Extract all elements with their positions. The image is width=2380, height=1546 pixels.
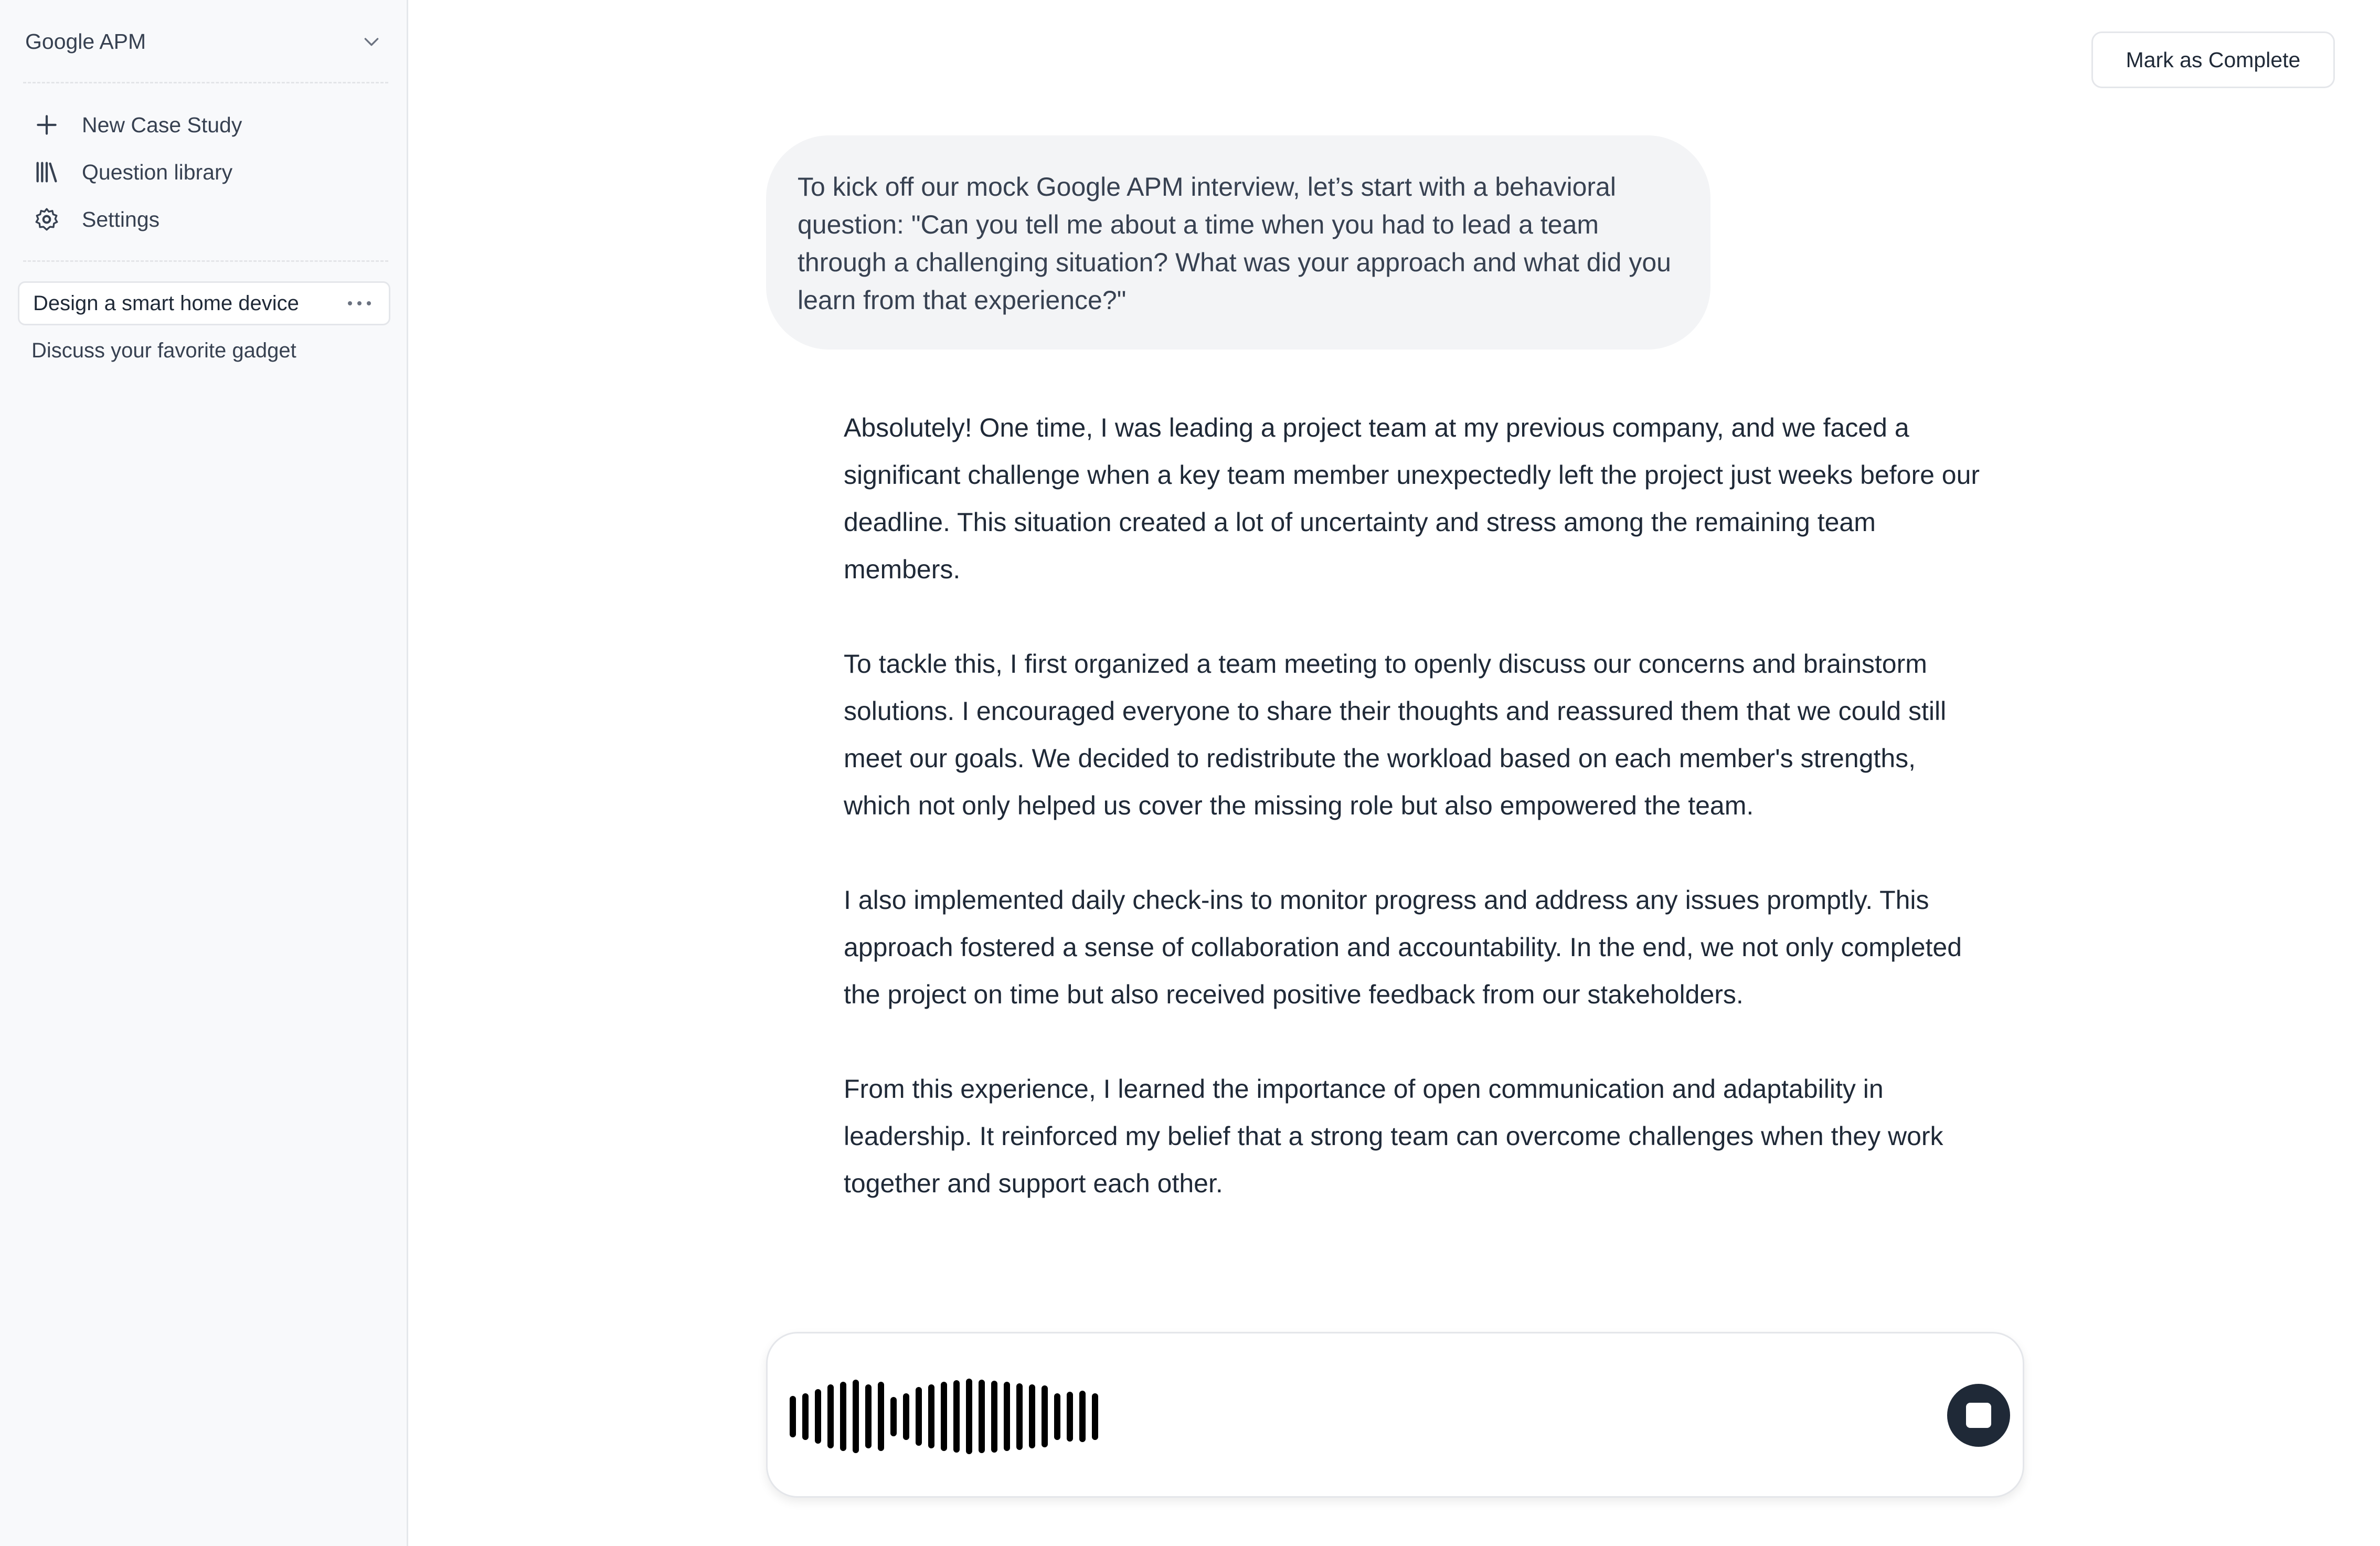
waveform-bar xyxy=(815,1389,821,1444)
response-paragraph: To tackle this, I first organized a team meeting to openly discuss our concerns and brainstorm solutions. I encouraged everyone to share their thoughts and reassured them that we could still meet our goals. We decided to redistribute the workload based on each member's strengths, which not only helped us cover the missing role but also empowered the team. xyxy=(844,649,1947,820)
waveform-bar xyxy=(1067,1392,1073,1442)
plus-icon xyxy=(30,109,63,141)
waveform-bar xyxy=(1042,1385,1048,1447)
sidebar-divider xyxy=(23,260,388,262)
nav-label: Question library xyxy=(82,160,233,184)
waveform-bar xyxy=(1004,1382,1010,1451)
waveform-bar xyxy=(991,1381,997,1453)
waveform-bar xyxy=(790,1396,796,1437)
waveform-bar xyxy=(1016,1383,1023,1450)
waveform-bar xyxy=(878,1382,884,1451)
waveform-bar xyxy=(941,1382,947,1451)
stop-icon xyxy=(1966,1403,1991,1428)
response-paragraph: Absolutely! One time, I was leading a project team at my previous company, and we faced a significant challenge when a key team member unexpectedly left the project just weeks before our deadline. This situation created a lot of uncertainty and stress among the remaining team members. xyxy=(844,413,1980,584)
waveform-bar xyxy=(890,1397,897,1436)
waveform-bar xyxy=(865,1384,872,1448)
waveform-bar xyxy=(979,1380,985,1453)
chevron-down-icon xyxy=(361,31,382,52)
nav-label: New Case Study xyxy=(82,112,242,137)
waveform-bar xyxy=(827,1384,834,1448)
audio-waveform xyxy=(790,1333,1104,1499)
stop-recording-button[interactable] xyxy=(1947,1384,2010,1447)
waveform-bar xyxy=(1079,1391,1086,1442)
voice-recorder xyxy=(766,1332,2024,1498)
session-label: Design a smart home device xyxy=(33,291,299,315)
new-case-study-button[interactable] xyxy=(30,107,242,143)
session-item-active[interactable] xyxy=(18,281,390,325)
interviewer-message: To kick off our mock Google APM interview, let’s start with a behavioral question: "Can you tell me about a time when you had to lead a team through a challenging situation? What was your approach and what did you learn from that experience?" xyxy=(766,135,1710,350)
response-paragraph: I also implemented daily check-ins to monitor progress and address any issues promptly. This approach fostered a sense of collaboration and accountability. In the end, we not only completed the project on time but also received positive feedback from our stakeholders. xyxy=(844,885,1962,1009)
session-label: Discuss your favorite gadget xyxy=(31,338,296,362)
waveform-bar xyxy=(966,1379,972,1454)
response-paragraph: From this experience, I learned the importance of open communication and adaptability in leadership. It reinforced my belief that a strong team can overcome challenges when they work together and support each other. xyxy=(844,1074,1943,1198)
sidebar xyxy=(0,0,408,1546)
waveform-bar xyxy=(953,1380,960,1453)
waveform-bar xyxy=(1029,1384,1035,1448)
workspace-switcher[interactable] xyxy=(25,25,382,58)
settings-link[interactable] xyxy=(30,201,160,238)
session-item[interactable] xyxy=(18,329,390,373)
waveform-bar xyxy=(840,1382,846,1451)
more-options-icon[interactable] xyxy=(344,295,375,311)
nav-label: Settings xyxy=(82,207,160,231)
waveform-bar xyxy=(903,1393,909,1440)
waveform-bar xyxy=(928,1384,934,1448)
waveform-bar xyxy=(853,1380,859,1453)
waveform-bar xyxy=(1092,1393,1098,1440)
question-library-link[interactable] xyxy=(30,154,232,190)
library-icon xyxy=(30,156,63,188)
waveform-bar xyxy=(916,1387,922,1446)
sidebar-divider xyxy=(23,82,388,83)
mark-as-complete-button[interactable]: Mark as Complete xyxy=(2091,31,2335,88)
waveform-bar xyxy=(1054,1393,1060,1440)
workspace-name: Google APM xyxy=(25,29,146,54)
candidate-response xyxy=(844,404,1988,1254)
waveform-bar xyxy=(802,1393,809,1440)
gear-icon xyxy=(30,203,63,236)
